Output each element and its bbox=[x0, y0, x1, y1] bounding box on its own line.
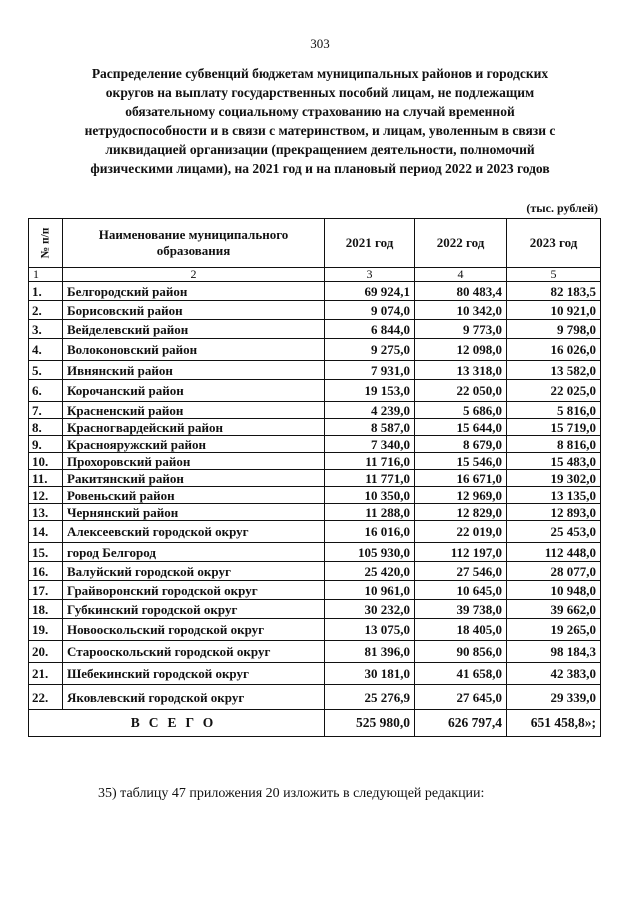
value-2021: 11 716,0 bbox=[325, 453, 415, 470]
table-row bbox=[29, 663, 601, 685]
value-2023: 19 265,0 bbox=[507, 619, 601, 641]
value-2022: 13 318,0 bbox=[415, 361, 507, 380]
district-name: Валуйский городской округ bbox=[63, 562, 325, 581]
value-2023: 13 135,0 bbox=[507, 487, 601, 504]
value-2021: 10 961,0 bbox=[325, 581, 415, 600]
table-row bbox=[29, 402, 601, 419]
district-name: Борисовский район bbox=[63, 301, 325, 320]
value-2021: 13 075,0 bbox=[325, 619, 415, 641]
value-2023: 82 183,5 bbox=[507, 282, 601, 301]
header-num: № п/п bbox=[29, 219, 63, 268]
value-2023: 112 448,0 bbox=[507, 543, 601, 562]
district-name: Старооскольский городской округ bbox=[63, 641, 325, 663]
column-index: 5 bbox=[507, 268, 601, 282]
value-2021: 7 931,0 bbox=[325, 361, 415, 380]
value-2021: 30 232,0 bbox=[325, 600, 415, 619]
row-number: 8. bbox=[29, 419, 63, 436]
value-2022: 12 969,0 bbox=[415, 487, 507, 504]
header-2023: 2023 год bbox=[507, 219, 601, 268]
value-2023: 5 816,0 bbox=[507, 402, 601, 419]
table-row bbox=[29, 685, 601, 710]
value-2021: 16 016,0 bbox=[325, 521, 415, 543]
value-2022: 12 098,0 bbox=[415, 339, 507, 361]
header-2021: 2021 год bbox=[325, 219, 415, 268]
title-line: нетрудоспособности и в связи с материнством, и лицам, уволенным в связи с bbox=[84, 123, 556, 138]
value-2021: 25 276,9 bbox=[325, 685, 415, 710]
value-2023: 10 921,0 bbox=[507, 301, 601, 320]
table-row bbox=[29, 419, 601, 436]
value-2021: 11 771,0 bbox=[325, 470, 415, 487]
district-name: Красненский район bbox=[63, 402, 325, 419]
table-row bbox=[29, 339, 601, 361]
value-2022: 10 342,0 bbox=[415, 301, 507, 320]
value-2021: 7 340,0 bbox=[325, 436, 415, 453]
district-name: Ивнянский район bbox=[63, 361, 325, 380]
value-2022: 27 645,0 bbox=[415, 685, 507, 710]
value-2023: 8 816,0 bbox=[507, 436, 601, 453]
value-2023: 19 302,0 bbox=[507, 470, 601, 487]
table-row bbox=[29, 619, 601, 641]
header-name: Наименование муниципального образования bbox=[63, 219, 325, 268]
value-2021: 8 587,0 bbox=[325, 419, 415, 436]
value-2022: 8 679,0 bbox=[415, 436, 507, 453]
value-2023: 15 719,0 bbox=[507, 419, 601, 436]
value-2022: 10 645,0 bbox=[415, 581, 507, 600]
value-2021: 6 844,0 bbox=[325, 320, 415, 339]
value-2022: 41 658,0 bbox=[415, 663, 507, 685]
row-number: 15. bbox=[29, 543, 63, 562]
row-number: 6. bbox=[29, 380, 63, 402]
row-number: 7. bbox=[29, 402, 63, 419]
value-2022: 15 546,0 bbox=[415, 453, 507, 470]
total-2022: 626 797,4 bbox=[415, 710, 507, 737]
value-2021: 69 924,1 bbox=[325, 282, 415, 301]
value-2023: 13 582,0 bbox=[507, 361, 601, 380]
value-2023: 25 453,0 bbox=[507, 521, 601, 543]
value-2022: 112 197,0 bbox=[415, 543, 507, 562]
value-2023: 16 026,0 bbox=[507, 339, 601, 361]
district-name: Прохоровский район bbox=[63, 453, 325, 470]
row-number: 13. bbox=[29, 504, 63, 521]
table-row bbox=[29, 504, 601, 521]
district-name: Грайворонский городской округ bbox=[63, 581, 325, 600]
title-line: ликвидацией организации (прекращением деятельности, полномочий bbox=[105, 142, 535, 157]
total-2023: 651 458,8»; bbox=[507, 710, 601, 737]
value-2021: 4 239,0 bbox=[325, 402, 415, 419]
column-index-row bbox=[29, 268, 601, 282]
value-2023: 22 025,0 bbox=[507, 380, 601, 402]
value-2021: 19 153,0 bbox=[325, 380, 415, 402]
value-2021: 9 275,0 bbox=[325, 339, 415, 361]
table-row bbox=[29, 521, 601, 543]
row-number: 11. bbox=[29, 470, 63, 487]
row-number: 22. bbox=[29, 685, 63, 710]
title-line: обязательному социальному страхованию на случай временной bbox=[125, 104, 515, 119]
value-2021: 25 420,0 bbox=[325, 562, 415, 581]
value-2023: 98 184,3 bbox=[507, 641, 601, 663]
total-row bbox=[29, 710, 601, 737]
value-2021: 9 074,0 bbox=[325, 301, 415, 320]
header-2022: 2022 год bbox=[415, 219, 507, 268]
value-2021: 30 181,0 bbox=[325, 663, 415, 685]
table-row bbox=[29, 320, 601, 339]
column-index: 4 bbox=[415, 268, 507, 282]
value-2021: 105 930,0 bbox=[325, 543, 415, 562]
value-2021: 81 396,0 bbox=[325, 641, 415, 663]
subsidy-table bbox=[28, 218, 601, 737]
total-2021: 525 980,0 bbox=[325, 710, 415, 737]
district-name: Белгородский район bbox=[63, 282, 325, 301]
value-2022: 90 856,0 bbox=[415, 641, 507, 663]
column-index: 2 bbox=[63, 268, 325, 282]
row-number: 16. bbox=[29, 562, 63, 581]
table-body bbox=[29, 282, 601, 710]
row-number: 10. bbox=[29, 453, 63, 470]
value-2021: 10 350,0 bbox=[325, 487, 415, 504]
district-name: Чернянский район bbox=[63, 504, 325, 521]
table-row bbox=[29, 436, 601, 453]
row-number: 1. bbox=[29, 282, 63, 301]
row-number: 5. bbox=[29, 361, 63, 380]
district-name: Вейделевский район bbox=[63, 320, 325, 339]
title-line: Распределение субвенций бюджетам муниципальных районов и городских bbox=[91, 66, 549, 81]
footer-text: 35) таблицу 47 приложения 20 изложить в следующей редакции: bbox=[98, 786, 485, 801]
value-2023: 29 339,0 bbox=[507, 685, 601, 710]
value-2022: 18 405,0 bbox=[415, 619, 507, 641]
value-2022: 22 019,0 bbox=[415, 521, 507, 543]
row-number: 14. bbox=[29, 521, 63, 543]
row-number: 19. bbox=[29, 619, 63, 641]
row-number: 9. bbox=[29, 436, 63, 453]
value-2022: 5 686,0 bbox=[415, 402, 507, 419]
table-row bbox=[29, 301, 601, 320]
table-row bbox=[29, 282, 601, 301]
row-number: 20. bbox=[29, 641, 63, 663]
district-name: город Белгород bbox=[63, 543, 325, 562]
page-number: 303 bbox=[310, 36, 330, 51]
value-2022: 15 644,0 bbox=[415, 419, 507, 436]
value-2022: 16 671,0 bbox=[415, 470, 507, 487]
value-2023: 42 383,0 bbox=[507, 663, 601, 685]
table-row bbox=[29, 543, 601, 562]
district-name: Губкинский городской округ bbox=[63, 600, 325, 619]
value-2022: 22 050,0 bbox=[415, 380, 507, 402]
table-row bbox=[29, 600, 601, 619]
row-number: 12. bbox=[29, 487, 63, 504]
value-2022: 80 483,4 bbox=[415, 282, 507, 301]
district-name: Яковлевский городской округ bbox=[63, 685, 325, 710]
table-row bbox=[29, 487, 601, 504]
title-line: физическими лицами), на 2021 год и на плановый период 2022 и 2023 годов bbox=[90, 161, 550, 176]
total-label: ВСЕГО bbox=[29, 710, 325, 737]
district-name: Корочанский район bbox=[63, 380, 325, 402]
table-row bbox=[29, 641, 601, 663]
title-line: округов на выплату государственных пособий лицам, не подлежащим bbox=[105, 85, 535, 100]
district-name: Ракитянский район bbox=[63, 470, 325, 487]
district-name: Ровеньский район bbox=[63, 487, 325, 504]
row-number: 18. bbox=[29, 600, 63, 619]
value-2023: 39 662,0 bbox=[507, 600, 601, 619]
value-2023: 15 483,0 bbox=[507, 453, 601, 470]
value-2022: 27 546,0 bbox=[415, 562, 507, 581]
value-2023: 28 077,0 bbox=[507, 562, 601, 581]
document-title bbox=[40, 64, 600, 178]
table-header-row bbox=[29, 219, 601, 268]
table-row bbox=[29, 361, 601, 380]
value-2023: 9 798,0 bbox=[507, 320, 601, 339]
row-number: 3. bbox=[29, 320, 63, 339]
column-index: 1 bbox=[29, 268, 63, 282]
value-2021: 11 288,0 bbox=[325, 504, 415, 521]
table-row bbox=[29, 581, 601, 600]
district-name: Шебекинский городской округ bbox=[63, 663, 325, 685]
units-label: (тыс. рублей) bbox=[526, 201, 598, 215]
row-number: 21. bbox=[29, 663, 63, 685]
district-name: Новооскольский городской округ bbox=[63, 619, 325, 641]
district-name: Алексеевский городской округ bbox=[63, 521, 325, 543]
district-name: Краснояружский район bbox=[63, 436, 325, 453]
table-row bbox=[29, 470, 601, 487]
value-2023: 10 948,0 bbox=[507, 581, 601, 600]
value-2023: 12 893,0 bbox=[507, 504, 601, 521]
value-2022: 9 773,0 bbox=[415, 320, 507, 339]
table-row bbox=[29, 562, 601, 581]
row-number: 17. bbox=[29, 581, 63, 600]
column-index: 3 bbox=[325, 268, 415, 282]
row-number: 4. bbox=[29, 339, 63, 361]
table-row bbox=[29, 380, 601, 402]
row-number: 2. bbox=[29, 301, 63, 320]
district-name: Красногвардейский район bbox=[63, 419, 325, 436]
value-2022: 39 738,0 bbox=[415, 600, 507, 619]
table-row bbox=[29, 453, 601, 470]
value-2022: 12 829,0 bbox=[415, 504, 507, 521]
district-name: Волоконовский район bbox=[63, 339, 325, 361]
